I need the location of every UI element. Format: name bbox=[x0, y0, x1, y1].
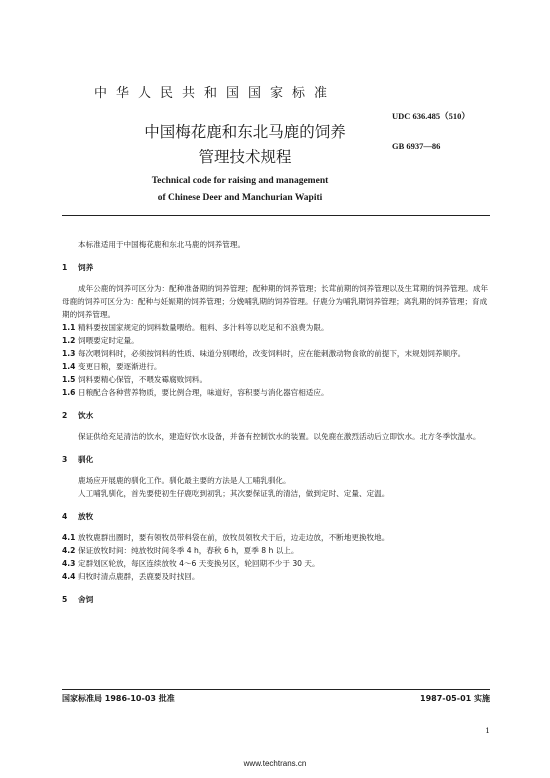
section-heading bbox=[62, 409, 490, 422]
clause-number: 4.2 bbox=[62, 546, 76, 555]
section-title: 驯化 bbox=[78, 455, 94, 464]
website-url[interactable]: www.techtrans.cn bbox=[243, 759, 307, 768]
section-heading bbox=[62, 261, 490, 274]
clause-item bbox=[62, 347, 490, 360]
document-body bbox=[62, 238, 490, 614]
clause-item bbox=[62, 360, 490, 373]
section-title: 饲养 bbox=[78, 263, 94, 272]
clause-number: 4.1 bbox=[62, 533, 76, 542]
page-number: 1 bbox=[485, 726, 490, 735]
section-paragraph: 成年公鹿的饲养可区分为：配种准备期的饲养管理；配种期的饲养管理；长茸前期的饲养管理以及生茸期的饲养管理。成年母鹿的饲养可区分为：配种与妊娠期的饲养管理；分娩哺乳期的饲养管理。仔鹿分为哺乳期饲养管理；离乳期的饲养管理；育成期的饲养管理。 bbox=[62, 284, 489, 319]
gb-code: GB 6937—86 bbox=[392, 141, 441, 151]
clause-number: 1.2 bbox=[62, 336, 76, 345]
clause-text: 每次喂饲料时，必须按饲料的性质、味道分别喂给，改变饲料时，应在能刺激动物食欲的前提下，末规划饲养顺序。 bbox=[78, 349, 466, 358]
section-title: 饮水 bbox=[78, 411, 94, 420]
title-zh-line1: 中国梅花鹿和东北马鹿的饲养 bbox=[144, 123, 346, 141]
clause-item bbox=[62, 321, 490, 334]
section-number: 2 bbox=[62, 411, 68, 420]
section-paragraph: 人工哺乳驯化，首先要使初生仔鹿吃到初乳；其次要保证乳的清洁，做到定时、定量、定温。 bbox=[78, 489, 390, 498]
bottom-divider bbox=[62, 689, 490, 690]
clause-text: 饲料要精心保管，不喂发霉腐败饲料。 bbox=[78, 375, 208, 384]
title-en-line2: of Chinese Deer and Manchurian Wapiti bbox=[157, 193, 323, 203]
section-heading bbox=[62, 453, 490, 466]
clause-item bbox=[62, 557, 490, 570]
clause-text: 饲喂要定时定量。 bbox=[78, 336, 139, 345]
clause-number: 4.3 bbox=[62, 559, 76, 568]
section-title: 舍饲 bbox=[78, 595, 94, 604]
clause-item bbox=[62, 334, 490, 347]
clause-item bbox=[62, 570, 490, 583]
section-paragraph: 鹿场应开展鹿的驯化工作。驯化最主要的方法是人工哺乳驯化。 bbox=[78, 476, 291, 485]
clause-text: 归牧时清点鹿群，丢鹿要及时找回。 bbox=[78, 572, 200, 581]
clause-text: 放牧鹿群出圈时，要有领牧员带料袋在前，放牧员领牧犬于后，边走边放，不断地更换牧地。 bbox=[78, 533, 390, 542]
clause-item bbox=[62, 544, 490, 557]
clause-text: 日粮配合各种营养物质，要比例合理，味道好，容积要与消化器官相适应。 bbox=[78, 388, 329, 397]
sections-container bbox=[62, 261, 490, 606]
approval-text: 国家标准局 1986-10-03 批准 bbox=[62, 694, 175, 703]
clause-text: 精料要按国家规定的饲料数量喂给。粗料、多汁料等以吃足和不浪费为限。 bbox=[78, 323, 329, 332]
clause-text: 变更日粮，要逐渐进行。 bbox=[78, 362, 162, 371]
clause-number: 1.6 bbox=[62, 388, 76, 397]
section-paragraph: 保证供给充足清洁的饮水，建造好饮水设备，并备有控制饮水的装置。以免鹿在激烈活动后立即饮水。北方冬季饮温水。 bbox=[78, 432, 481, 441]
clause-item bbox=[62, 386, 490, 399]
section-heading bbox=[62, 593, 490, 606]
title-zh-line2: 管理技术规程 bbox=[198, 148, 292, 166]
clause-text: 保证放牧时间：纯放牧时间冬季 4 h，春秋 6 h，夏季 8 h 以上。 bbox=[78, 546, 299, 555]
intro-text: 本标准适用于中国梅花鹿和东北马鹿的饲养管理。 bbox=[78, 240, 246, 249]
section-number: 1 bbox=[62, 263, 68, 272]
clause-number: 1.3 bbox=[62, 349, 76, 358]
clause-number: 4.4 bbox=[62, 572, 76, 581]
clause-number: 1.4 bbox=[62, 362, 76, 371]
clause-item bbox=[62, 531, 490, 544]
section-number: 3 bbox=[62, 455, 68, 464]
clause-text: 定群划区轮放，每区连续放牧 4～6 天变换另区，轮回期不少于 30 天。 bbox=[78, 559, 320, 568]
section-title: 放牧 bbox=[78, 512, 94, 521]
standard-name: 中华人民共和国国家标准 bbox=[93, 86, 336, 101]
clause-item bbox=[62, 373, 490, 386]
top-divider bbox=[62, 215, 490, 216]
clause-number: 1.5 bbox=[62, 375, 76, 384]
udc-code: UDC 636.485（510） bbox=[392, 111, 470, 121]
title-en-line1: Technical code for raising and management bbox=[151, 176, 329, 186]
clause-number: 1.1 bbox=[62, 323, 76, 332]
section-heading bbox=[62, 510, 490, 523]
implementation-text: 1987-05-01 实施 bbox=[420, 694, 490, 703]
section-number: 5 bbox=[62, 595, 68, 604]
section-number: 4 bbox=[62, 512, 68, 521]
